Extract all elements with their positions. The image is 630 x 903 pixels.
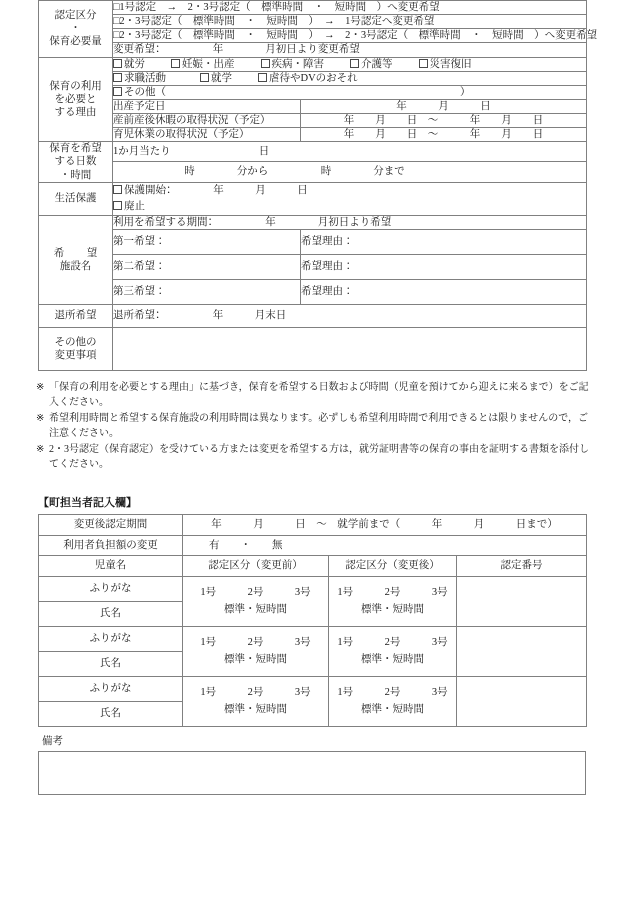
- field-category-before[interactable]: [183, 576, 329, 626]
- remarks-label: 備考: [42, 735, 63, 747]
- note-item: [36, 442, 596, 472]
- time-options-before[interactable]: 標準・短時間: [224, 704, 287, 716]
- note-text: 2・3号認定（保育認定）を受けている方または変更を希望する方は，就労証明書等の保育の事由を証明する書類を添付してください。: [49, 444, 589, 470]
- remarks-box[interactable]: [38, 751, 586, 795]
- table-row-withdrawal-request: [39, 305, 587, 328]
- field-category-after[interactable]: [329, 576, 457, 626]
- field-category-before[interactable]: [183, 626, 329, 676]
- table-row-child: [39, 626, 587, 651]
- note-item: [36, 411, 596, 441]
- note-marker: ※: [36, 382, 45, 393]
- public-assistance-options[interactable]: [113, 182, 587, 215]
- field-desired-usage-period[interactable]: 利用を希望する期間： 年 月初日より希望: [113, 215, 587, 229]
- checkbox-glyph[interactable]: [200, 73, 209, 82]
- row-label-withdrawal-request: 退所希望: [39, 305, 113, 328]
- checkbox-glyph[interactable]: [419, 59, 428, 68]
- checkbox-assistance-abolished[interactable]: 廃止: [113, 199, 586, 215]
- checkbox-glyph[interactable]: [350, 59, 359, 68]
- field-first-choice-reason[interactable]: 希望理由：: [301, 230, 587, 255]
- main-change-request-table: [38, 0, 598, 371]
- checkbox-assistance-start[interactable]: 保護開始： 年 月 日: [113, 183, 586, 199]
- checkbox-glyph[interactable]: [261, 59, 270, 68]
- field-category-before[interactable]: [183, 676, 329, 726]
- official-use-table: [38, 514, 587, 727]
- other-reason-close-paren: ）: [460, 86, 471, 98]
- checkbox-option-cert-3[interactable]: □2・3号認定（ 標準時間 ・ 短時間 ） → 2・3号認定（ 標準時間 ・ 短時間 ）へ変更希望: [113, 30, 598, 42]
- checkbox-illness-disability[interactable]: 疾病・障害: [261, 58, 325, 71]
- label-maternity-leave-status: 産前産後休暇の取得状況（予定）: [113, 114, 301, 128]
- field-days-per-month[interactable]: 1か月当たり 日: [113, 142, 587, 162]
- table-row-certification-category: [39, 1, 587, 15]
- table-row-child: [39, 576, 587, 601]
- field-second-choice-reason[interactable]: 希望理由：: [301, 255, 587, 280]
- reason-checkbox-group-1[interactable]: [113, 57, 587, 71]
- field-fee-change[interactable]: 有 ・ 無: [183, 535, 587, 556]
- table-row-childcare-reason: [39, 57, 587, 71]
- time-options-after[interactable]: 標準・短時間: [361, 604, 424, 616]
- row-label-public-assistance: 生活保護: [39, 182, 113, 215]
- note-marker: ※: [36, 413, 45, 424]
- checkbox-nursing-care[interactable]: 介護等: [350, 58, 393, 71]
- table-row-desired-days-hours: [39, 142, 587, 162]
- time-options-after[interactable]: 標準・短時間: [361, 654, 424, 666]
- time-options-after[interactable]: 標準・短時間: [361, 704, 424, 716]
- checkbox-glyph[interactable]: [113, 73, 122, 82]
- row-label-desired-days-hours: 保育を希望 する日数 ・時間: [39, 142, 113, 182]
- field-category-after[interactable]: [329, 626, 457, 676]
- checkbox-pregnancy-childbirth[interactable]: 妊娠・出産: [171, 58, 235, 71]
- checkbox-employment[interactable]: 就労: [113, 58, 145, 71]
- label-childcare-leave-status: 育児休業の取得状況（予定）: [113, 128, 301, 142]
- grade-options-before[interactable]: 1号 2号 3号: [200, 636, 311, 648]
- checkbox-option-cert-2[interactable]: □2・3号認定（ 標準時間 ・ 短時間 ） → 1号認定へ変更希望: [113, 15, 587, 29]
- row-label-certification-category: 認定区分 ・ 保育必要量: [39, 1, 113, 58]
- label-fee-change: 利用者負担額の変更: [39, 535, 183, 556]
- time-options-before[interactable]: 標準・短時間: [224, 654, 287, 666]
- field-expected-birth-date[interactable]: 年 月 日: [301, 99, 587, 113]
- field-other-changes[interactable]: [113, 328, 587, 371]
- grade-options-before[interactable]: 1号 2号 3号: [200, 586, 311, 598]
- note-item: [36, 380, 596, 410]
- note-text: 希望利用時間と希望する保育施設の利用時間は異なります。必ずしも希望利用時間で利用できるとは限りませんので，ご注意ください。: [49, 413, 588, 439]
- label-post-change-period: 変更後認定期間: [39, 515, 183, 536]
- form-notes: [36, 380, 596, 472]
- field-withdrawal-date[interactable]: 退所希望： 年 月末日: [113, 305, 587, 328]
- field-maternity-leave-status[interactable]: 年 月 日 ～ 年 月 日: [301, 114, 587, 128]
- field-third-choice-facility[interactable]: 第三希望：: [113, 280, 301, 305]
- grade-options-after[interactable]: 1号 2号 3号: [337, 686, 448, 698]
- row-label-childcare-reason: 保育の利用 を必要と する理由: [39, 57, 113, 142]
- note-marker: ※: [36, 444, 45, 455]
- table-row-public-assistance: [39, 182, 587, 215]
- checkbox-job-seeking[interactable]: 求職活動: [113, 72, 166, 85]
- table-row-certification-period: [39, 515, 587, 536]
- field-post-change-period[interactable]: 年 月 日 ～ 就学前まで（ 年 月 日まで）: [183, 515, 587, 536]
- label-furigana: ふりがな: [39, 626, 183, 651]
- reason-other-field[interactable]: [113, 85, 587, 99]
- label-child-name: 氏名: [39, 651, 183, 676]
- table-row-fee-change: [39, 535, 587, 556]
- reason-checkbox-group-2[interactable]: [113, 71, 587, 85]
- checkbox-glyph[interactable]: [258, 73, 267, 82]
- checkbox-option-cert-1[interactable]: □1号認定 → 2・3号認定（ 標準時間 ・ 短時間 ）へ変更希望: [113, 1, 587, 15]
- checkbox-glyph[interactable]: [113, 59, 122, 68]
- checkbox-disaster-recovery[interactable]: 災害復旧: [419, 58, 472, 71]
- table-header-row: [39, 556, 587, 577]
- row-label-desired-facilities: 希 望 施設名: [39, 215, 113, 304]
- field-childcare-leave-status[interactable]: 年 月 日 ～ 年 月 日: [301, 128, 587, 142]
- grade-options-after[interactable]: 1号 2号 3号: [337, 636, 448, 648]
- label-furigana: ふりがな: [39, 576, 183, 601]
- field-first-choice-facility[interactable]: 第一希望：: [113, 230, 301, 255]
- field-third-choice-reason[interactable]: 希望理由：: [301, 280, 587, 305]
- label-child-name: 氏名: [39, 701, 183, 726]
- days-unit-label: 日: [258, 146, 270, 158]
- table-row-child: [39, 676, 587, 701]
- time-options-before[interactable]: 標準・短時間: [224, 604, 287, 616]
- change-desired-date-field[interactable]: 変更希望： 年 月初日より変更希望: [113, 43, 587, 57]
- field-category-after[interactable]: [329, 676, 457, 726]
- note-text: 「保育の利用を必要とする理由」に基づき，保育を希望する日数および時間（児童を預けてから迎えに来るまで）をご記入ください。: [49, 382, 589, 408]
- grade-options-after[interactable]: 1号 2号 3号: [337, 586, 448, 598]
- row-label-other-changes: その他の 変更事項: [39, 328, 113, 371]
- checkbox-glyph[interactable]: [113, 201, 122, 210]
- checkbox-glyph[interactable]: [171, 59, 180, 68]
- label-furigana: ふりがな: [39, 676, 183, 701]
- official-section-title: 【町担当者記入欄】: [38, 497, 137, 509]
- checkbox-glyph[interactable]: [113, 185, 122, 194]
- field-daily-time-range[interactable]: 時 分から 時 分まで: [113, 162, 587, 182]
- checkbox-abuse-dv-risk[interactable]: 虐待やDVのおそれ: [258, 72, 358, 85]
- table-row-other-changes: [39, 328, 587, 371]
- field-certification-number[interactable]: [457, 676, 587, 726]
- field-certification-number[interactable]: [457, 576, 587, 626]
- checkbox-schooling[interactable]: 就学: [200, 72, 232, 85]
- checkbox-other-reason[interactable]: その他（: [113, 86, 166, 99]
- column-header-certification-number: 認定番号: [457, 556, 587, 577]
- label-expected-birth-date: 出産予定日: [113, 99, 301, 113]
- field-second-choice-facility[interactable]: 第二希望：: [113, 255, 301, 280]
- field-certification-number[interactable]: [457, 626, 587, 676]
- table-row-desired-facilities: [39, 215, 587, 229]
- grade-options-before[interactable]: 1号 2号 3号: [200, 686, 311, 698]
- column-header-child-name: 児童名: [39, 556, 183, 577]
- column-header-category-after: 認定区分（変更後）: [329, 556, 457, 577]
- label-child-name: 氏名: [39, 601, 183, 626]
- checkbox-glyph[interactable]: [113, 87, 122, 96]
- column-header-category-before: 認定区分（変更前）: [183, 556, 329, 577]
